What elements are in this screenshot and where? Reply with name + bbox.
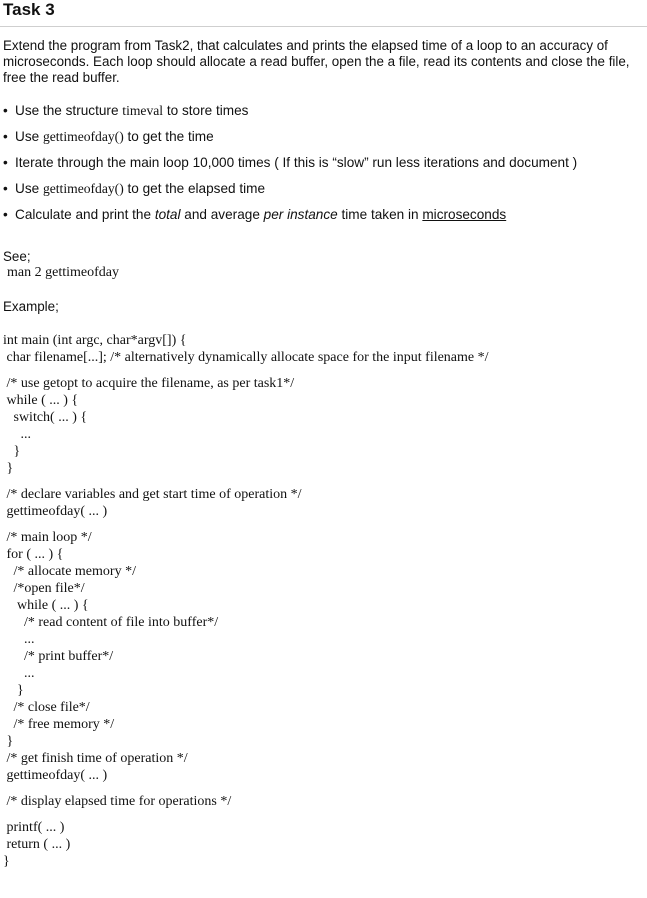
code-line: printf( ... ) — [3, 820, 65, 835]
code-line: char filename[...]; /* alternatively dynamically allocate space for the input filename */ — [3, 350, 489, 365]
example-label: Example; — [3, 299, 59, 314]
see-command: man 2 gettimeofday — [7, 265, 119, 280]
code-line: /* declare variables and get start time of operation */ — [3, 487, 302, 502]
list-item: • Use the structure timeval to store times — [3, 103, 249, 118]
code-line: /* allocate memory */ — [3, 564, 136, 579]
code-line: /* close file*/ — [3, 700, 90, 715]
code-line: /* free memory */ — [3, 717, 115, 732]
requirements-list — [3, 101, 577, 231]
code-line — [3, 784, 489, 793]
list-item: • Calculate and print the total and average per instance time taken in microseconds — [3, 207, 507, 222]
list-item: • Use gettimeofday() to get the time — [3, 129, 214, 144]
code-line: } — [3, 461, 14, 476]
code-line: } — [3, 444, 21, 459]
list-item: • Use gettimeofday() to get the elapsed time — [3, 181, 266, 196]
code-line: ... — [3, 666, 35, 681]
code-line: } — [3, 683, 24, 698]
code-line: /* print buffer*/ — [3, 649, 114, 664]
code-line: while ( ... ) { — [3, 598, 89, 613]
page-title: Task 3 — [3, 0, 55, 19]
code-line: /* display elapsed time for operations */ — [3, 794, 232, 809]
code-line: /*open file*/ — [3, 581, 85, 596]
code-line: int main (int argc, char*argv[]) { — [3, 333, 187, 348]
code-line — [3, 520, 489, 529]
code-line — [3, 366, 489, 375]
see-label: See; — [3, 249, 31, 264]
code-line — [3, 477, 489, 486]
code-line: /* get finish time of operation */ — [3, 751, 188, 766]
title-divider — [0, 26, 647, 27]
code-line: for ( ... ) { — [3, 547, 64, 562]
code-line: /* use getopt to acquire the filename, as per task1*/ — [3, 376, 295, 391]
code-line: /* read content of file into buffer*/ — [3, 615, 219, 630]
code-line — [3, 810, 489, 819]
code-line: ... — [3, 427, 31, 442]
code-line: } — [3, 854, 10, 869]
code-line: return ( ... ) — [3, 837, 71, 852]
code-line: switch( ... ) { — [3, 410, 88, 425]
code-line: while ( ... ) { — [3, 393, 79, 408]
intro-paragraph: Extend the program from Task2, that calculates and prints the elapsed time of a loop to an accuracy of microseconds. Each loop should allocate a read buffer, open the a file, read its contents and close the file, free the read buffer. — [3, 38, 630, 85]
code-line: } — [3, 734, 14, 749]
code-example — [3, 332, 489, 870]
list-item: • Iterate through the main loop 10,000 times ( If this is “slow” run less iterations and document ) — [3, 155, 578, 170]
code-line: gettimeofday( ... ) — [3, 768, 108, 783]
code-line: gettimeofday( ... ) — [3, 504, 108, 519]
code-line: /* main loop */ — [3, 530, 92, 545]
code-line: ... — [3, 632, 35, 647]
